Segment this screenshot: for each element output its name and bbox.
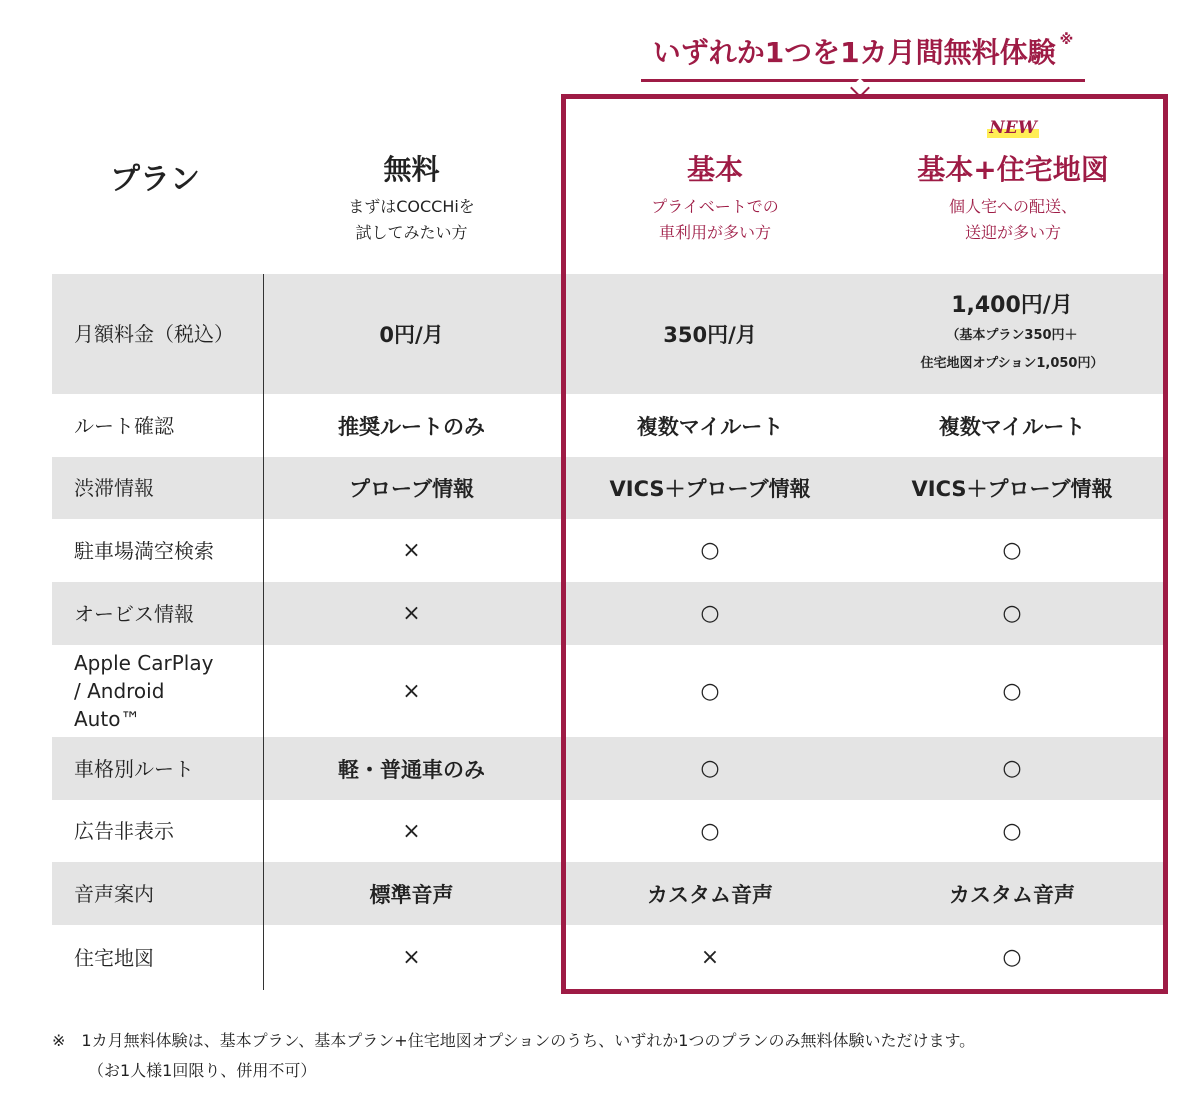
table-row-vehicle: [52, 737, 1163, 800]
cell-plus: ○: [1002, 538, 1022, 563]
cell-free: ×: [402, 538, 421, 563]
cell-plus: カスタム音声: [949, 882, 1075, 907]
trial-banner-mark: ※: [1059, 32, 1074, 48]
cell-free: ×: [402, 678, 421, 704]
cell-plus: ○: [1002, 945, 1022, 970]
cell-free: ×: [402, 945, 421, 970]
cell-basic: ×: [700, 945, 720, 970]
footnote: [52, 1026, 1152, 1086]
row-label: 駐車場満空検索: [74, 538, 214, 563]
cell-basic: ○: [700, 601, 720, 626]
row-label: 音声案内: [74, 881, 154, 906]
plan-column-title: プラン: [110, 162, 200, 197]
cell-plus: VICS＋プローブ情報: [911, 477, 1113, 501]
cell-basic: ○: [700, 818, 720, 844]
cell-plus: ○: [1002, 678, 1022, 704]
cell-basic: カスタム音声: [647, 882, 773, 907]
row-label: 車格別ルート: [74, 756, 194, 781]
row-label: 住宅地図: [74, 945, 154, 970]
footnote-line-1: ※ 1カ月無料体験は、基本プラン、基本プラン+住宅地図オプションのうち、いずれか1つのプランのみ無料体験いただけます。: [52, 1031, 976, 1050]
table-row-traffic: [52, 457, 1163, 519]
cell-plus: ○: [1002, 601, 1022, 626]
cell-basic: ○: [700, 756, 720, 781]
table-row-orbis: [52, 582, 1163, 645]
cell-free: 推奨ルートのみ: [338, 414, 485, 439]
trial-banner-text: いずれか1つを1カ月間無料体験: [652, 36, 1056, 69]
row-label: オービス情報: [74, 601, 194, 626]
row-label: ルート確認: [74, 413, 174, 438]
plan-desc-basic-2: 車利用が多い方: [658, 223, 771, 242]
cell-basic: 350円/月: [663, 323, 757, 347]
cell-free: プローブ情報: [349, 477, 474, 501]
plan-desc-plus-2: 送迎が多い方: [964, 223, 1061, 242]
cell-free: ×: [402, 601, 421, 626]
cell-plus: ○: [1002, 756, 1022, 781]
label-column-divider: [263, 274, 264, 990]
cell-plus: ○: [1002, 818, 1022, 844]
table-row-housemap: [52, 925, 1163, 990]
cell-plus: [861, 274, 1163, 394]
table-row-parking: [52, 519, 1163, 582]
price-plus-note-2: 住宅地図オプション1,050円）: [920, 356, 1104, 371]
plan-desc-plus-1: 個人宅への配送、: [948, 197, 1077, 216]
table-row-ads: [52, 800, 1163, 862]
plan-header-plus: [864, 110, 1162, 270]
table-row-price: [52, 274, 1163, 394]
cell-free: ×: [402, 818, 421, 844]
table-row-carplay: [52, 645, 1163, 737]
price-plus: 1,400円/月: [951, 293, 1073, 318]
table-row-voice: [52, 862, 1163, 925]
plan-desc-free-2: 試してみたい方: [355, 223, 468, 242]
cell-basic: 複数マイルート: [636, 414, 784, 439]
cell-plus: 複数マイルート: [938, 414, 1086, 439]
row-label: 渋滞情報: [74, 476, 154, 500]
row-label: 広告非表示: [74, 819, 174, 843]
plan-header-free: [264, 110, 559, 270]
row-label: 月額料金（税込）: [74, 322, 234, 346]
new-badge: [864, 118, 1162, 138]
cell-basic: VICS＋プローブ情報: [609, 477, 811, 501]
plan-desc-free-1: まずはCOCCHiを: [348, 197, 475, 216]
cell-free: 軽・普通車のみ: [338, 757, 485, 782]
plan-name-free: 無料: [383, 153, 440, 186]
plan-header-basic: [566, 110, 864, 270]
cell-basic: ○: [700, 538, 720, 563]
cell-basic: ○: [700, 678, 720, 704]
price-plus-note-1: （基本プラン350円＋: [946, 328, 1078, 343]
cell-free: 0円/月: [379, 323, 444, 347]
table-row-route: [52, 394, 1163, 457]
trial-banner: [560, 30, 1166, 76]
new-badge-text: NEW: [989, 118, 1037, 138]
plan-desc-basic-1: プライベートでの: [651, 197, 779, 216]
row-label: Apple CarPlay / Android Auto™: [74, 651, 214, 731]
plan-name-basic: 基本: [686, 153, 743, 186]
footnote-line-2: （お1人様1回限り、併用不可）: [88, 1061, 317, 1080]
plan-name-plus: 基本+住宅地図: [917, 153, 1109, 186]
cell-free: 標準音声: [369, 882, 454, 907]
